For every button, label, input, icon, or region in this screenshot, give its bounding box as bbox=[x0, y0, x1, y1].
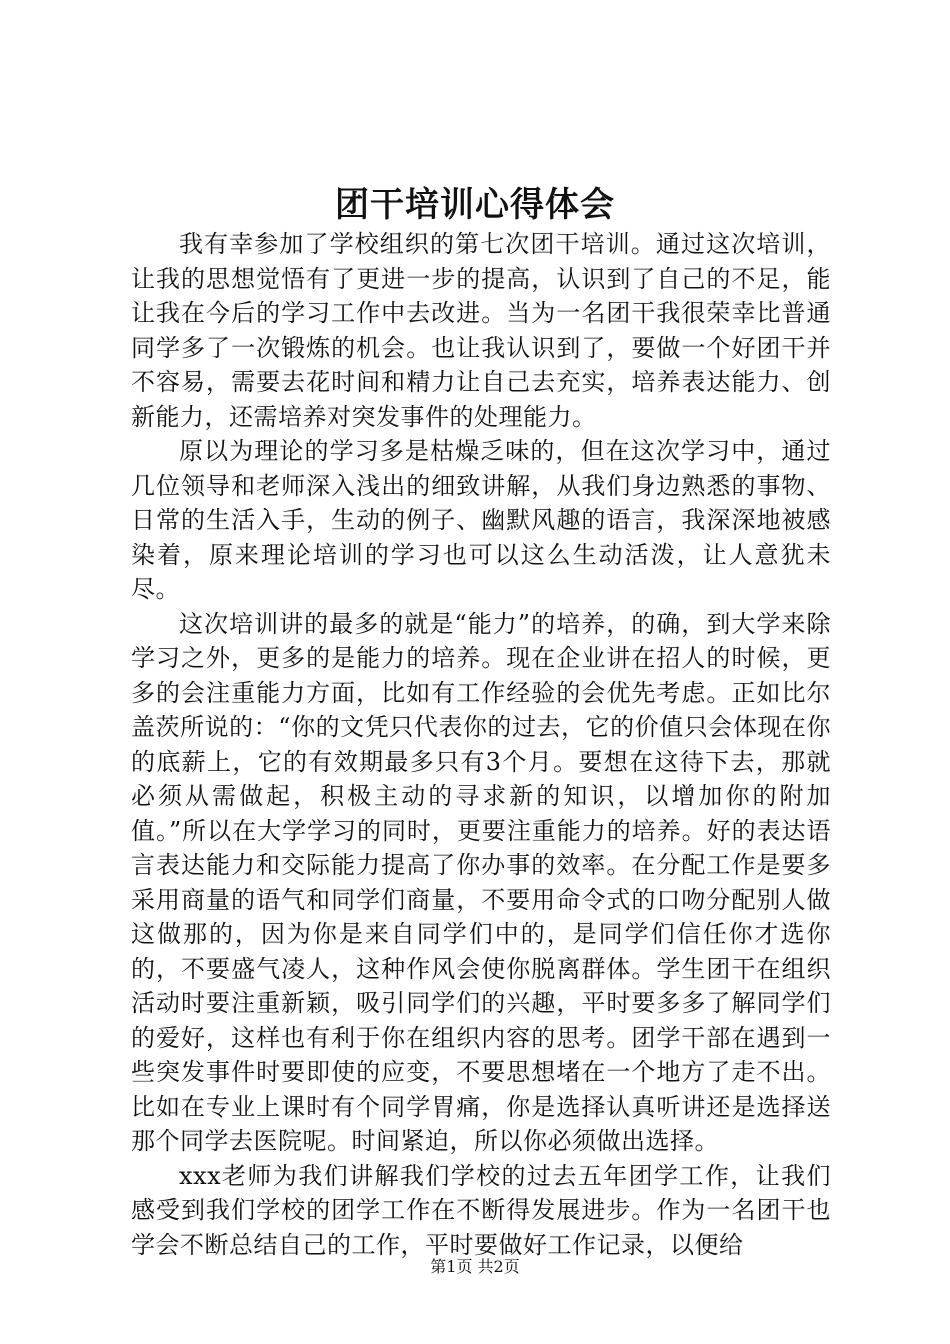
page-number-indicator: 第1页 共2页 bbox=[430, 1257, 520, 1276]
document-title: 团干培训心得体会 bbox=[335, 185, 615, 225]
paragraph-3: 这次培训讲的最多的就是“能力”的培养，的确，到大学来除学习之外，更多的是能力的培养。现在企业讲在招人的时候，更多的会注重能力方面，比如有工作经验的会优先考虑。正如比尔盖茨所说的：“你的文凭只代表你的过去，它的价值只会体现在你的底薪上，它的有效期最多只有3个月。要想在这待下去，那就必须从需做起，积极主动的寻求新的知识，以增加你的附加值。”所以在大学学习的同时，更要注重能力的培养。好的表达语言表达能力和交际能力提高了你办事的效率。在分配工作是要多采用商量的语气和同学们商量，不要用命令式的口吻分配别人做这做那的，因为你是来自同学们中的，是同学们信任你才选你的，不要盛气凌人，这种作风会使你脱离群体。学生团干在组织活动时要注重新颖，吸引同学们的兴趣，平时要多多了解同学们的爱好，这样也有利于你在组织内容的思考。团学干部在遇到一些突发事件时要即使的应变，不要思想堵在一个地方了走不出。比如在专业上课时有个同学胃痛，你是选择认真听讲还是选择送那个同学去医院呢。时间紧迫，所以你必须做出选择。 bbox=[131, 609, 831, 1155]
paragraph-2: 原以为理论的学习多是枯燥乏味的，但在这次学习中，通过几位领导和老师深入浅出的细致讲解，从我们身边熟悉的事物、日常的生活入手，生动的例子、幽默风趣的语言，我深深地被感染着，原来理论培训的学习也可以这么生动活泼，让人意犹未尽。 bbox=[131, 437, 831, 603]
paragraph-4: xxx老师为我们讲解我们学校的过去五年团学工作，让我们感受到我们学校的团学工作在不断得发展进步。作为一名团干也学会不断总结自己的工作，平时要做好工作记录，以便给 bbox=[131, 1161, 831, 1259]
document-body bbox=[131, 227, 831, 1262]
paragraph-1: 我有幸参加了学校组织的第七次团干培训。通过这次培训，让我的思想觉悟有了更进一步的提高，认识到了自己的不足，能让我在今后的学习工作中去改进。当为一名团干我很荣幸比普通同学多了一次锻炼的机会。也让我认识到了，要做一个好团干并不容易，需要去花时间和精力让自己去充实，培养表达能力、创新能力，还需培养对突发事件的处理能力。 bbox=[131, 230, 831, 431]
page-footer bbox=[0, 1255, 950, 1279]
